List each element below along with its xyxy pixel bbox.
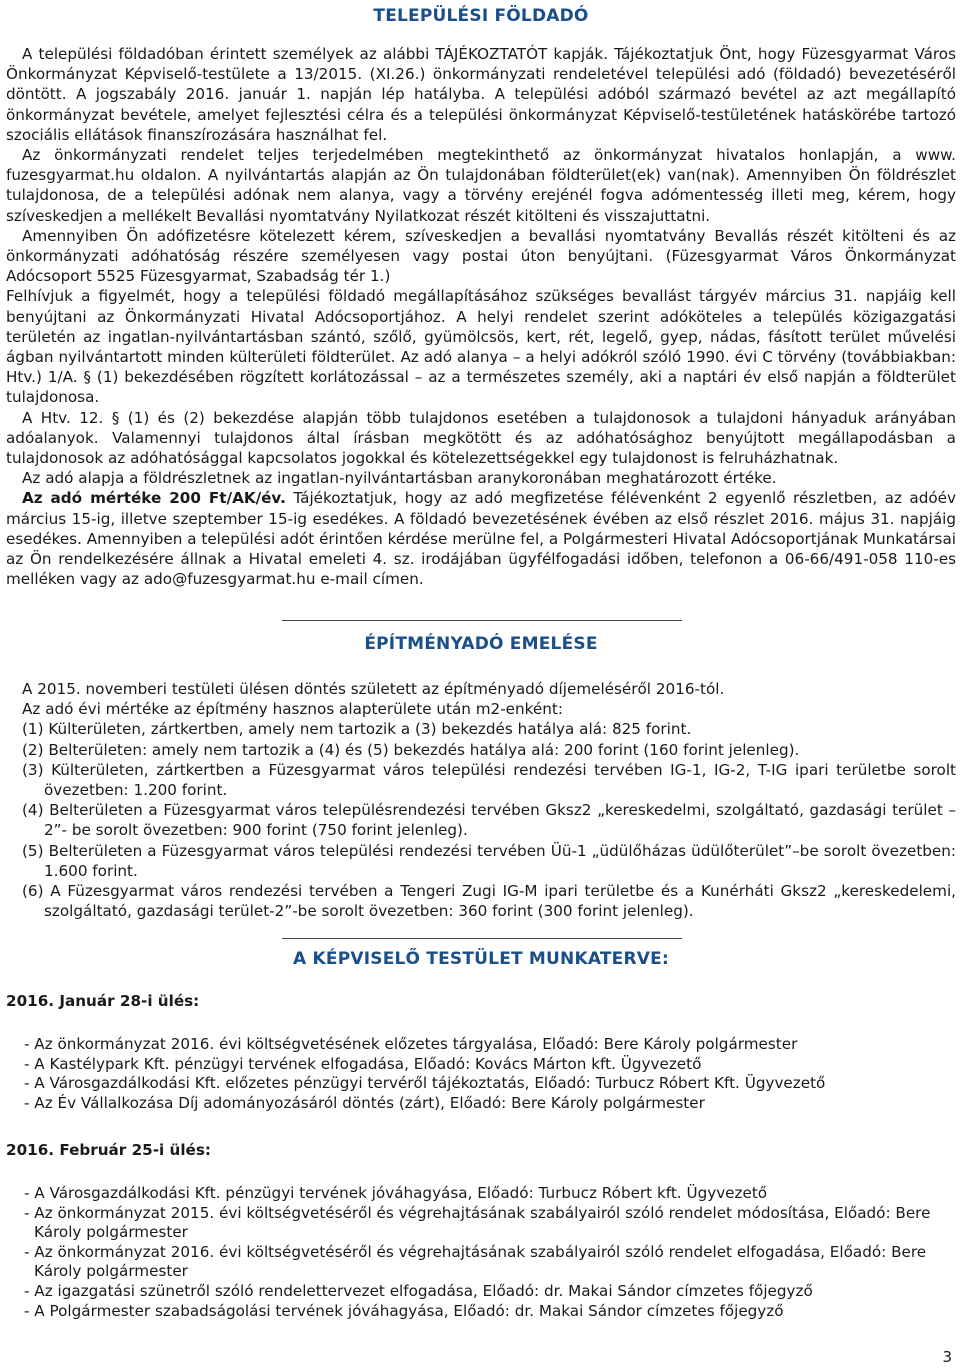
section-title-munkaterv: A KÉPVISELŐ TESTÜLET MUNKATERVE: bbox=[293, 949, 669, 969]
paragraph-bevallas: Amennyiben Ön adófizetésre kötelezett kérem, szíveskedjen a bevallási nyomtatvány Bevallás részét kitölteni és az önkormányzati adóhatóság részére személyesen vagy postai úton benyújtani. (Füzesgyarmat Város Önkormányzat Adócsoport 5525 Füzesgyarmat, Szabadság tér 1.) bbox=[6, 226, 956, 286]
tax-rate-item: (6) A Füzesgyarmat város rendezési tervében a Tengeri Zugi IG-M ipari területbe és a Kunérháti Gksz2 „kereskedelemi, szolgáltató, gazdasági terület-2”-be sorolt övezetben: 360 forint (300 forint jelenleg). bbox=[22, 882, 956, 921]
session-heading-january: 2016. Január 28-i ülés: bbox=[6, 992, 200, 1010]
agenda-item: - A Kastélypark Kft. pénzügyi tervének elfogadása, Előadó: Kovács Márton kft. Ügyvezető bbox=[24, 1054, 702, 1073]
paragraph-tulajdonosok: A Htv. 12. § (1) és (2) bekezdése alapján több tulajdonos esetében a tulajdonosok a tulajdoni hányaduk arányában adóalanyok. Valamennyi tulajdonos által írásban megkötött és az adóhatósághoz benyújtott megállapodásban a tulajdonosok az adóhatósággal kapcsolatos jogokkal és kötelezettségekkel egy tulajdonost is felruházhatnak. bbox=[6, 408, 956, 468]
paragraph-intro: A települési földadóban érintett személyek az alábbi TÁJÉKOZTATÓT kapják. Tájékoztatjuk Önt, hogy Füzesgyarmat Város Önkormányzat Képviselő-testülete a 13/2015. (XI.26.) önkormányzati rendeletével települési adó (földadó) bevezetéséről döntött. A jogszabály 2016. január 1. napján lép hatályba. A települési adóból származó bevétel az azt megállapító önkormányzat bevétele, amelyet fejlesztési célra és a települési önkormányzat Képviselő-testületének hatáskörébe tartozó szociális ellátások finanszírozására használhat fel. bbox=[6, 45, 956, 144]
agenda-item: - Az önkormányzat 2016. évi költségvetésének előzetes tárgyalása, Előadó: Bere Károly polgármester bbox=[24, 1035, 798, 1053]
ado-merteke-bold: Az adó mértéke 200 Ft/AK/év. bbox=[22, 489, 286, 508]
agenda-item: - Az Év Vállalkozása Díj adományozásáról döntés (zárt), Előadó: Bere Károly polgármester bbox=[24, 1093, 705, 1112]
tax-rate-item: (4) Belterületen a Füzesgyarmat város településrendezési tervében Gksz2 „kereskedelmi, szolgáltató, gazdasági terület – 2”- be sorolt övezetben: 900 forint (750 forint jelenleg). bbox=[22, 801, 956, 840]
session-heading-february: 2016. Február 25-i ülés: bbox=[6, 1141, 211, 1159]
agenda-item: - A Városgazdálkodási Kft. előzetes pénzügyi tervéről tájékoztatás, Előadó: Turbucz Róbert Kft. Ügyvezető bbox=[24, 1074, 826, 1093]
agenda-item: - Az önkormányzat 2016. évi költségvetéséről és végrehajtásának szabályairól szóló rendelet elfogadása, Előadó: Bere Károly polgármester bbox=[24, 1242, 927, 1281]
paragraph-hatarido: Felhívjuk a figyelmét, hogy a települési földadó megállapításához szükséges bevallást tárgyév március 31. napjáig kell benyújtani az Önkormányzati Hivatal Adócsoportjához. A helyi rendelet szerint adóköteles a település közigazgatási területén az ingatlan-nyilvántartásban szántó, szőlő, gyümölcsös, kert, rét, legelő, gyep, nádas, fásított terület művelési ágban nyilvántartott minden külterületi földterület. Az adó alanya – a helyi adókról szóló 1990. évi C törvény (továbbiakban: Htv.) 1/A. § (1) bekezdésében rögzített korlátozással – az a természetes személy, aki a naptári év első napján a földterület tulajdonosa. bbox=[6, 287, 956, 407]
epitmenyado-mertek: Az adó évi mértéke az építmény hasznos alapterülete után m2-enként: bbox=[22, 700, 563, 719]
agenda-item: - A Polgármester szabadságolási tervének jóváhagyása, Előadó: dr. Makai Sándor címzetes főjegyző bbox=[24, 1301, 784, 1320]
tax-rate-item: (2) Belterületen: amely nem tartozik a (4) és (5) bekezdés hatálya alá: 200 forint (160 forint jelenleg). bbox=[22, 740, 800, 759]
epitmenyado-intro: A 2015. novemberi testületi ülésen döntés született az építményadó díjemeléséről 2016-tól. bbox=[22, 680, 725, 698]
section-title-telepulesi-foldado: TELEPÜLÉSI FÖLDADÓ bbox=[373, 6, 589, 26]
section-divider bbox=[282, 938, 682, 939]
paragraph-ado-alapja: Az adó alapja a földrészletnek az ingatlan-nyilvántartásban aranykoronában meghatározott értéke. bbox=[22, 469, 777, 488]
agenda-list-january bbox=[6, 1035, 956, 1113]
paragraph-ado-merteke bbox=[6, 488, 956, 589]
section-title-epitmenyado: ÉPÍTMÉNYADÓ EMELÉSE bbox=[364, 634, 598, 654]
page-number: 3 bbox=[942, 1348, 952, 1366]
tax-rate-item: (5) Belterületen a Füzesgyarmat város települési rendezési tervében Üü-1 „üdülőházas üdülőterület”–be sorolt övezetben: 1.600 forint. bbox=[22, 841, 956, 880]
agenda-list-february bbox=[6, 1184, 956, 1321]
tax-rate-item: (3) Külterületen, zártkertben a Füzesgyarmat város települési rendezési tervében IG-1, IG-2, T-IG ipari területbe sorolt övezetben: 1.200 forint. bbox=[22, 760, 956, 800]
agenda-item: - Az önkormányzat 2015. évi költségvetéséről és végrehajtásának szabályairól szóló rendelet módosítása, Előadó: Bere Károly polgármester bbox=[24, 1203, 931, 1242]
agenda-item: - A Városgazdálkodási Kft. pénzügyi tervének jóváhagyása, Előadó: Turbucz Róbert kft. Ügyvezető bbox=[24, 1184, 768, 1202]
ado-merteke-text: Tájékoztatjuk, hogy az adó megfizetése félévenként 2 egyenlő részletben, az adóév március 15-ig, illetve szeptember 15-ig esedékes. A földadó bevezetésének évében az első részlet 2016. május 31. napjáig esedékes. Amennyiben a települési adót érintően kérdése merülne fel, a Polgármesteri Hivatal Adócsoportjának Munkatársai az Ön rendelkezésére állnak a Hivatal emeleti 4. sz. irodájában ügyfélfogadási időben, telefonon a 06-66/491-058 110-es melléken vagy az ado@fuzesgyarmat.hu e-mail címen. bbox=[6, 489, 957, 589]
foldado-body bbox=[6, 44, 956, 589]
paragraph-rendelet: Az önkormányzati rendelet teljes terjedelmében megtekinthető az önkormányzat hivatalos honlapján, a www. fuzesgyarmat.hu oldalon. A nyilvántartás alapján az Ön tulajdonában földterület(ek) van(nak). Amennyiben Ön földrészlet tulajdonosa, de a települési adónak nem alanya, vagy a törvény erejénél fogva adómentesség illeti meg, kérem, hogy szíveskedjen a mellékelt Bevallási nyomtatvány Nyilatkozat részét kitölteni és visszajuttatni. bbox=[6, 146, 956, 225]
agenda-item: - Az igazgatási szünetről szóló rendelettervezet elfogadása, Előadó: dr. Makai Sándor címzetes főjegyző bbox=[24, 1281, 813, 1300]
tax-rate-item: (1) Külterületen, zártkertben, amely nem tartozik a (3) bekezdés hatálya alá: 825 forint. bbox=[22, 720, 692, 739]
section-divider bbox=[282, 620, 682, 621]
epitmenyado-body bbox=[6, 679, 956, 921]
